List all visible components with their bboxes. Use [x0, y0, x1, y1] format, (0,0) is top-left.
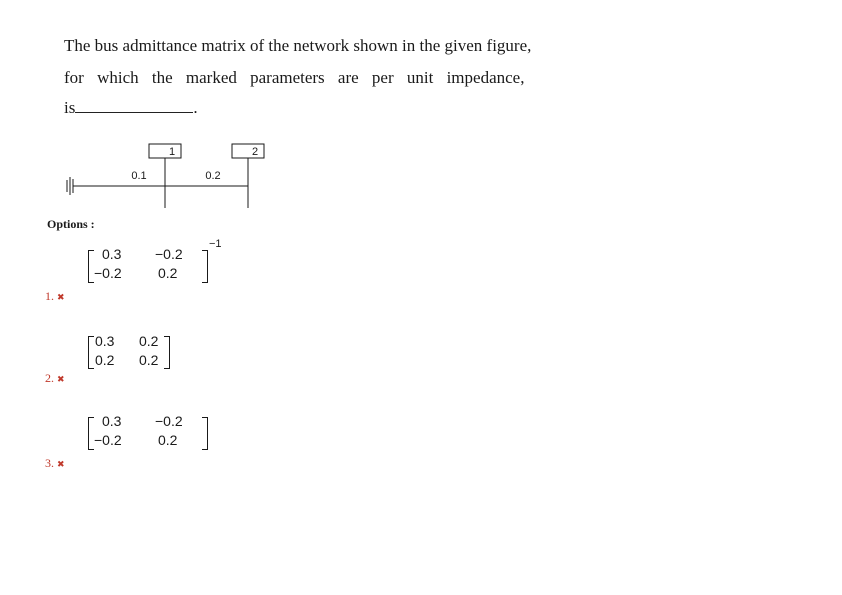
bus2-label: 2 [251, 146, 259, 158]
ground-symbol [67, 177, 73, 195]
option-1-cell-12: −0.2 [155, 246, 183, 262]
question-line-3-prefix: is [64, 98, 76, 117]
option-1-cell-21: −0.2 [94, 265, 122, 281]
question-line-1: The bus admittance matrix of the network shown in the given figure, [64, 36, 532, 55]
option-1-number-text: 1. [45, 289, 54, 303]
option-2-number-text: 2. [45, 371, 54, 385]
option-2-cell-11: 0.3 [95, 333, 115, 349]
option-1-number[interactable] [45, 289, 65, 304]
option-1-right-bracket [202, 250, 208, 283]
option-2-left-bracket [88, 336, 94, 369]
option-2-cell-12: 0.2 [139, 333, 159, 349]
option-3-number-text: 3. [45, 456, 54, 470]
options-heading: Options : [47, 217, 95, 231]
option-3-cell-21: −0.2 [94, 432, 122, 448]
bus2-box [232, 144, 264, 158]
option-1-cell-22: 0.2 [158, 265, 178, 281]
option-3-number[interactable] [45, 456, 65, 471]
option-3-cell-12: −0.2 [155, 413, 183, 429]
option-2-cell-21: 0.2 [95, 352, 115, 368]
option-2-cross-icon: ✖ [57, 374, 65, 384]
option-1-cell-11: 0.3 [102, 246, 122, 262]
option-2-cell-22: 0.2 [139, 352, 159, 368]
option-2-number[interactable] [45, 371, 65, 386]
option-1-cross-icon: ✖ [57, 292, 65, 302]
bus1-label: 1 [168, 146, 176, 158]
bus1-box [149, 144, 181, 158]
option-3-right-bracket [202, 417, 208, 450]
impedance-left-label: 0.1 [131, 170, 147, 182]
option-3-cross-icon: ✖ [57, 459, 65, 469]
option-2-right-bracket [164, 336, 170, 369]
question-line-2: for which the marked parameters are per unit impedance, [64, 68, 525, 87]
question-line-3-suffix: . [193, 98, 198, 117]
option-3-cell-22: 0.2 [158, 432, 178, 448]
impedance-right-label: 0.2 [205, 170, 221, 182]
option-1-superscript: −1 [209, 238, 222, 250]
option-3-cell-11: 0.3 [102, 413, 122, 429]
